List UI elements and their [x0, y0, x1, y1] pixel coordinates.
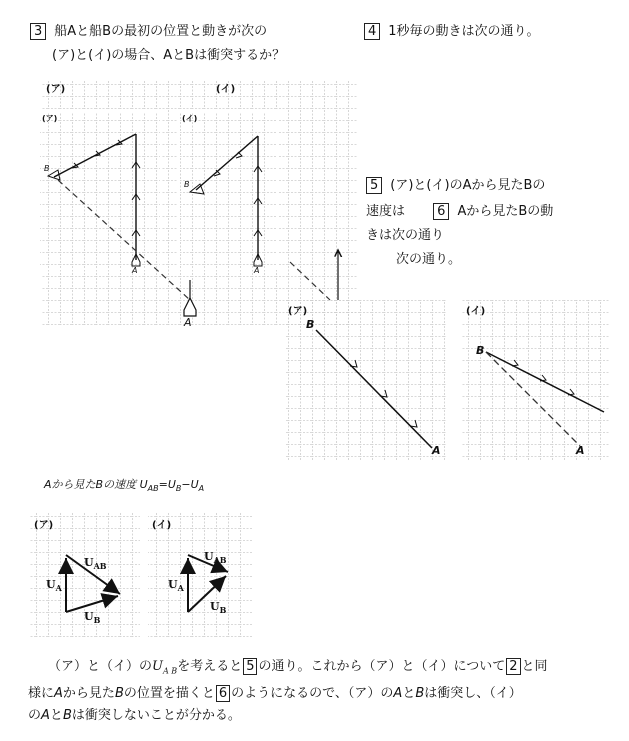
formula-ua: U — [190, 478, 199, 491]
q5-line2b: Aから見たBの動 — [457, 204, 554, 219]
q4-text: 1秒毎の動きは次の通り。 — [388, 24, 540, 39]
q6-number: 6 — [433, 203, 449, 220]
label-5a-ua: $U_A$ — [46, 578, 62, 594]
label-a-large: A — [184, 316, 192, 329]
q3-line2: (ア)と(イ)の場合、AとBは衝突するか？ — [52, 48, 286, 63]
conclusion-paragraph — [28, 656, 618, 727]
label-5a-uab: $U_{AB}$ — [84, 556, 107, 572]
formula-ub-sub: B — [175, 484, 182, 494]
q4-number: 4 — [364, 23, 380, 40]
label-inset-a: (ア) — [42, 114, 58, 123]
label-b-i: B — [184, 180, 190, 189]
label-5a: (ア) — [34, 520, 54, 531]
conclusion-uab: $U_{A B}$ — [152, 659, 178, 676]
label-a-a: A — [132, 266, 138, 275]
label-6a: (ア) — [288, 306, 308, 317]
label-fig-i: (イ) — [216, 84, 236, 95]
conclusion-line3: のAとBは衝突しないことが分かる。 — [28, 707, 241, 723]
formula-prefix: Aから見たBの速度 — [44, 478, 137, 491]
ref-6: 6 — [216, 685, 230, 702]
conclusion-line1: （ア）と（イ）の$U_{A B}$を考えると 5 の通り。これから（ア）と（イ）について 2 と同 — [48, 659, 548, 676]
label-b-a: B — [44, 164, 50, 173]
label-6a-a: A — [432, 444, 441, 457]
q5-number: 5 — [366, 177, 382, 194]
label-5i-ub: $U_B$ — [210, 600, 227, 616]
formula-ub: U — [167, 478, 176, 491]
label-5a-ub: $U_B$ — [84, 610, 101, 626]
label-6a-b: B — [306, 318, 315, 331]
q5-line1: (ア)と(イ)のAから見たBの — [390, 178, 546, 193]
grid-6i — [462, 300, 610, 460]
label-5i-uab: $U_{AB}$ — [204, 550, 227, 566]
formula-equals: = — [158, 478, 168, 491]
formula-uab: U — [139, 478, 148, 491]
q3-line1: 船Aと船Bの最初の位置と動きが次の — [54, 24, 268, 39]
ref-2: 2 — [506, 658, 520, 675]
velocity-formula — [44, 476, 204, 493]
q5-line2a: 速度は — [366, 204, 406, 219]
q5-line4: 次の通り。 — [396, 252, 462, 267]
q3-number: 3 — [30, 23, 46, 40]
label-5i: (イ) — [152, 520, 172, 531]
conclusion-line2: 様にAから見たBの位置を描くと 6 のようになるので、（ア）のAとBは衝突し、（イ） — [28, 685, 522, 701]
inset-grid-a — [40, 112, 160, 268]
label-6i: (イ) — [466, 306, 486, 317]
formula-minus: − — [181, 478, 191, 491]
label-5i-ua: $U_A$ — [168, 578, 184, 594]
formula-uab-sub: AB — [147, 484, 159, 494]
formula-ua-sub: A — [198, 484, 205, 494]
inset-grid-i — [180, 112, 276, 268]
ref-5: 5 — [243, 658, 257, 675]
label-6i-b: B — [476, 344, 485, 357]
q5-line3: きは次の通り — [366, 228, 445, 243]
label-a-i: A — [254, 266, 260, 275]
label-6i-a: A — [576, 444, 585, 457]
label-inset-i: (イ) — [182, 114, 198, 123]
label-fig-a: (ア) — [46, 84, 66, 95]
